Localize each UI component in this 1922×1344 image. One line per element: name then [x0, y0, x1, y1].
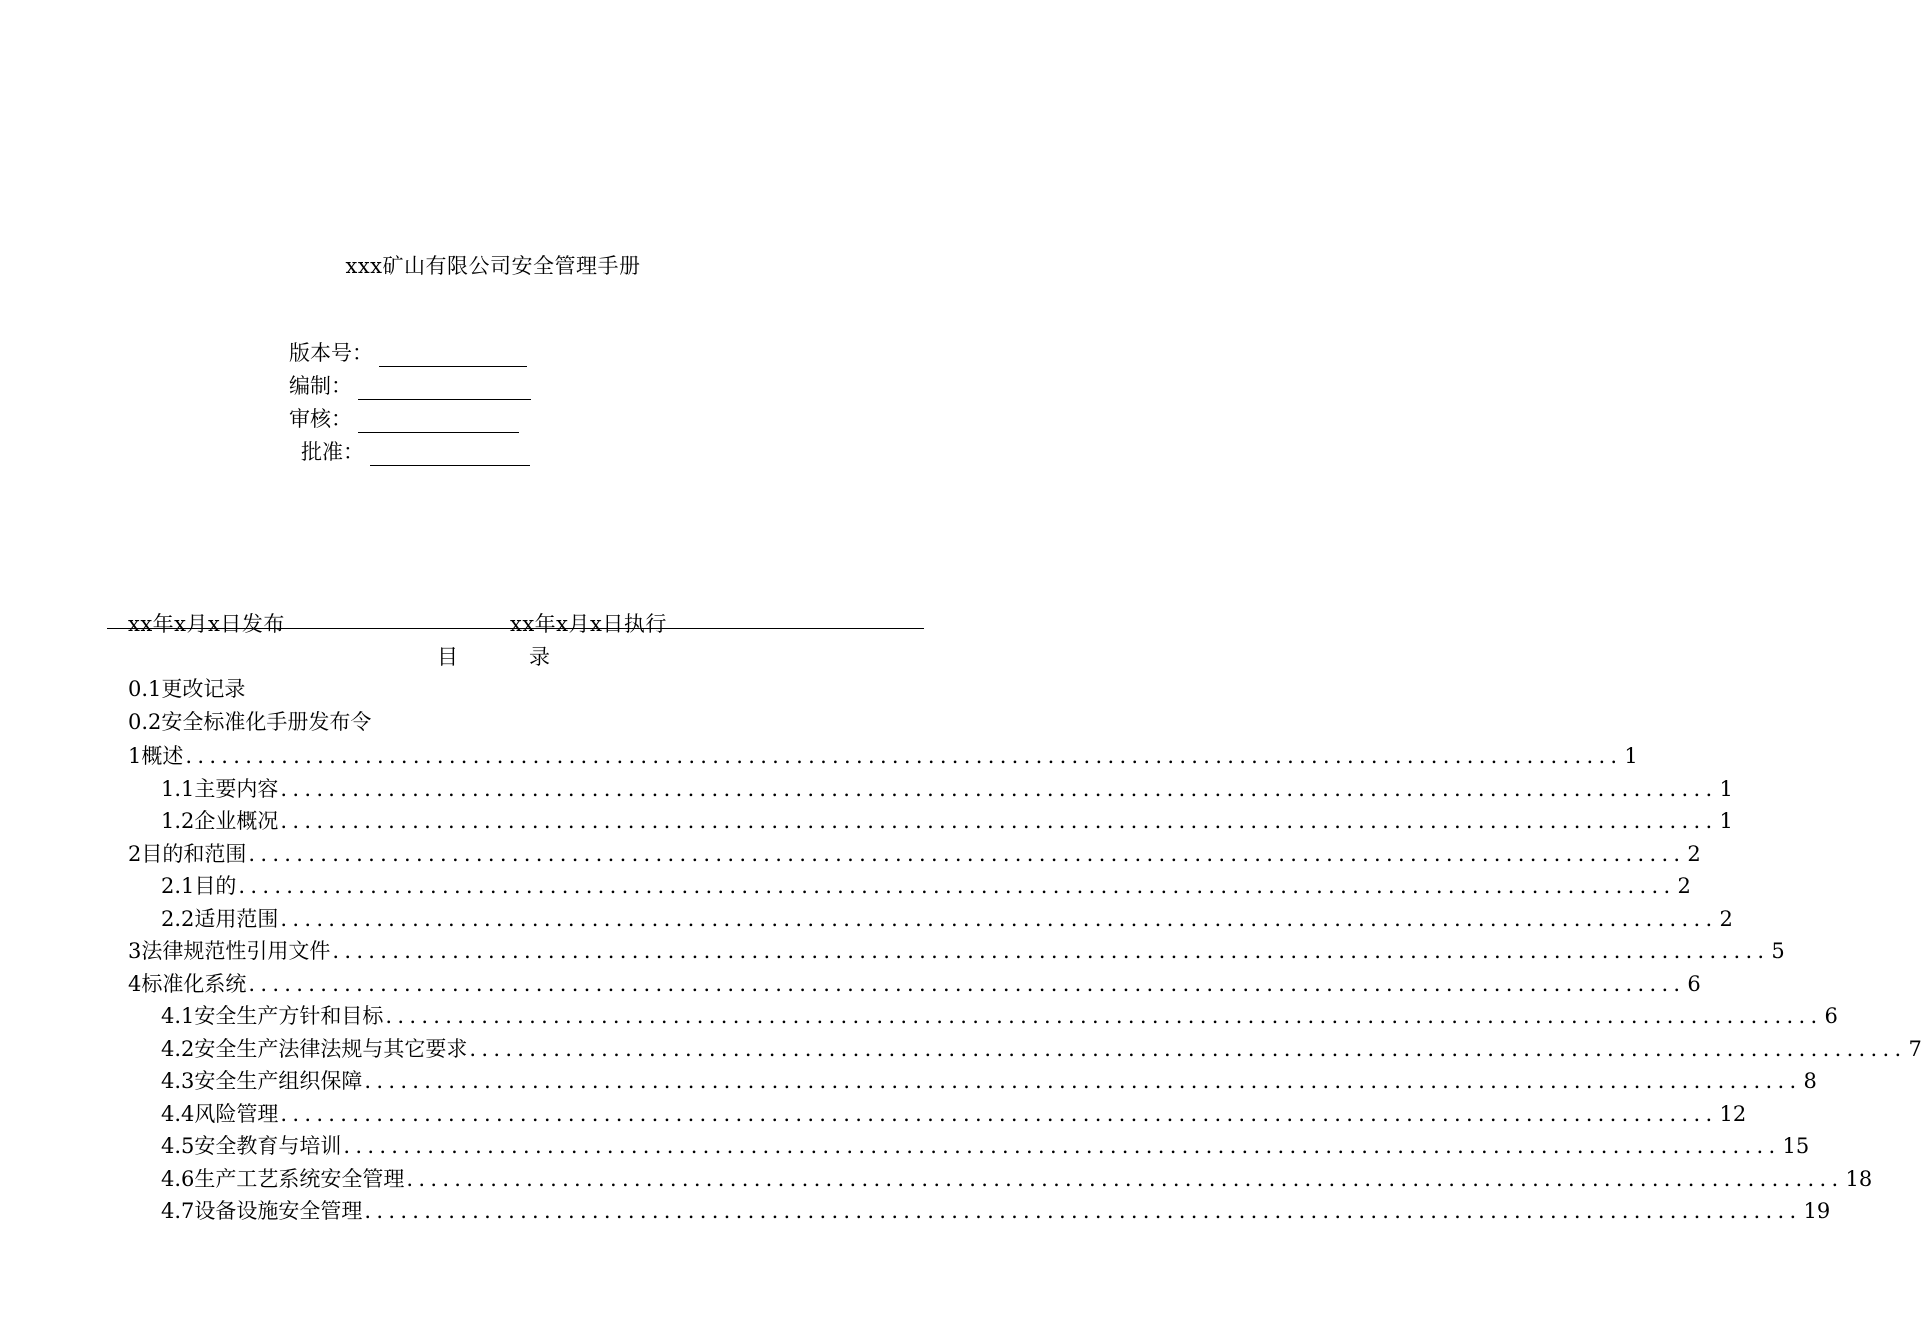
- dot-leader: ........................................................................................................................: [364, 1199, 1802, 1223]
- toc-entry-label: 1.2企业概况: [161, 809, 279, 833]
- approver-blank: [370, 443, 530, 466]
- version-label: 版本号：: [289, 341, 373, 365]
- toc-entry-page: 1: [1624, 744, 1638, 768]
- dot-leader: ........................................................................................................................: [364, 1069, 1802, 1093]
- toc-entry-page: 19: [1803, 1199, 1831, 1223]
- approver-field: [301, 436, 530, 466]
- toc-entry-page: 7: [1908, 1037, 1922, 1061]
- toc-entry[interactable]: [128, 838, 1701, 868]
- editor-label: 编制：: [289, 374, 352, 398]
- editor-blank: [358, 377, 531, 400]
- toc-item-change-log[interactable]: 0.1更改记录: [128, 677, 246, 701]
- publish-date: xx年x月x日发布: [128, 612, 285, 636]
- dot-leader: ........................................................................................................................: [185, 744, 1623, 768]
- dot-leader: ........................................................................................................................: [248, 972, 1686, 996]
- toc-entry-page: 5: [1771, 939, 1785, 963]
- toc-entry-label: 4.5安全教育与培训: [161, 1134, 342, 1158]
- effective-date: xx年x月x日执行: [510, 612, 667, 636]
- toc-entry-label: 2.2适用范围: [161, 907, 279, 931]
- toc-entry-label: 4.1安全生产方针和目标: [161, 1004, 384, 1028]
- toc-entry[interactable]: [161, 1000, 1838, 1030]
- toc-entry-page: 12: [1719, 1102, 1747, 1126]
- version-field: [289, 337, 527, 367]
- dot-leader: ........................................................................................................................: [248, 842, 1686, 866]
- toc-entry[interactable]: [161, 1065, 1817, 1095]
- toc-entry-page: 1: [1719, 777, 1733, 801]
- toc-entry-label: 1.1主要内容: [161, 777, 279, 801]
- dot-leader: ........................................................................................................................: [385, 1004, 1823, 1028]
- toc-heading-right: 录: [529, 645, 550, 669]
- toc-entry-page: 8: [1803, 1069, 1817, 1093]
- toc-entry-page: 6: [1824, 1004, 1838, 1028]
- toc-entry[interactable]: [161, 870, 1691, 900]
- dot-leader: ........................................................................................................................: [280, 809, 1718, 833]
- toc-entry[interactable]: [128, 935, 1785, 965]
- toc-entry-label: 4.3安全生产组织保障: [161, 1069, 363, 1093]
- toc-entry-page: 1: [1719, 809, 1733, 833]
- version-blank: [379, 344, 527, 367]
- dot-leader: ........................................................................................................................: [280, 1102, 1718, 1126]
- toc-entry-page: 15: [1782, 1134, 1810, 1158]
- toc-entry-label: 2目的和范围: [128, 842, 247, 866]
- toc-item-release-order[interactable]: 0.2安全标准化手册发布令: [128, 710, 372, 734]
- toc-entry[interactable]: [161, 805, 1733, 835]
- toc-entry-page: 2: [1687, 842, 1701, 866]
- toc-entry-label: 1概述: [128, 744, 184, 768]
- document-title: xxx矿山有限公司安全管理手册: [345, 254, 641, 278]
- toc-entry[interactable]: [161, 1163, 1873, 1193]
- toc-entry[interactable]: [128, 740, 1638, 770]
- editor-field: [289, 370, 531, 400]
- toc-entry[interactable]: [161, 1098, 1747, 1128]
- dot-leader: ........................................................................................................................: [343, 1134, 1781, 1158]
- toc-entry-label: 4.4风险管理: [161, 1102, 279, 1126]
- dot-leader: ........................................................................................................................: [469, 1037, 1907, 1061]
- toc-entry[interactable]: [161, 773, 1733, 803]
- approver-label: 批准：: [301, 440, 364, 464]
- toc-entry-label: 4.7设备设施安全管理: [161, 1199, 363, 1223]
- reviewer-label: 审核：: [289, 407, 352, 431]
- toc-entry[interactable]: [161, 1195, 1831, 1225]
- toc-entry-label: 3法律规范性引用文件: [128, 939, 331, 963]
- toc-entry[interactable]: [161, 903, 1733, 933]
- toc-heading-left: 目: [437, 645, 458, 669]
- toc-entry-page: 18: [1845, 1167, 1873, 1191]
- dot-leader: ........................................................................................................................: [332, 939, 1770, 963]
- toc-entry-label: 4.2安全生产法律法规与其它要求: [161, 1037, 468, 1061]
- dot-leader: ........................................................................................................................: [280, 907, 1718, 931]
- toc-entry-label: 4标准化系统: [128, 972, 247, 996]
- toc-entry[interactable]: [128, 968, 1701, 998]
- dot-leader: ........................................................................................................................: [406, 1167, 1844, 1191]
- toc-entry-page: 6: [1687, 972, 1701, 996]
- toc-entry-label: 2.1目的: [161, 874, 237, 898]
- date-rule: [107, 628, 924, 629]
- toc-entry[interactable]: [161, 1130, 1810, 1160]
- reviewer-field: [289, 403, 519, 433]
- toc-entry-label: 4.6生产工艺系统安全管理: [161, 1167, 405, 1191]
- dot-leader: ........................................................................................................................: [238, 874, 1676, 898]
- toc-entry-page: 2: [1677, 874, 1691, 898]
- reviewer-blank: [358, 410, 519, 433]
- toc-entry-page: 2: [1719, 907, 1733, 931]
- dot-leader: ........................................................................................................................: [280, 777, 1718, 801]
- toc-entry[interactable]: [161, 1033, 1922, 1063]
